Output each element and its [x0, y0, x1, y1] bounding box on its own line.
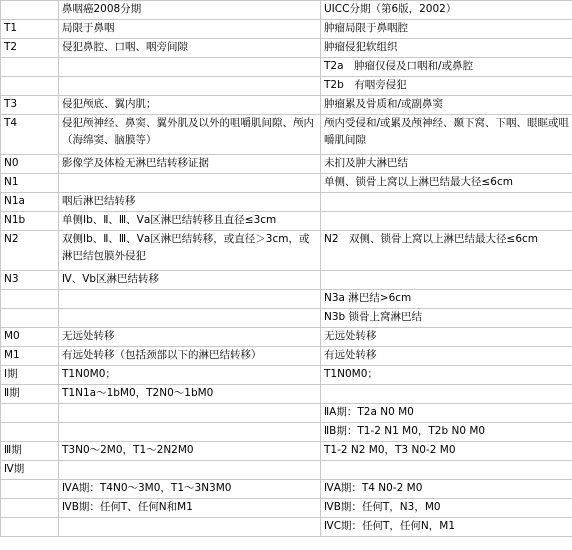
table-row	[1, 20, 572, 39]
table-row	[1, 347, 572, 366]
staging-2008-cell	[59, 309, 321, 328]
table-row	[1, 174, 572, 193]
uicc-cell: T1N0M0；	[321, 366, 572, 385]
table-row	[1, 423, 572, 442]
uicc-cell	[321, 271, 572, 290]
uicc-cell: T1-2 N2 M0，T3 N0-2 M0	[321, 442, 572, 461]
category-cell	[1, 518, 59, 537]
uicc-cell	[321, 193, 572, 212]
table-row	[1, 212, 572, 231]
table-row	[1, 499, 572, 518]
staging-2008-cell: 双侧Ⅰb、Ⅱ、Ⅲ、Ⅴa区淋巴结转移，或直径＞3cm，或淋巴结包膜外侵犯	[59, 231, 321, 271]
table-row	[1, 155, 572, 174]
uicc-cell: ⅣA期：T4 N0-2 M0	[321, 480, 572, 499]
header-cell-2008-staging: 鼻咽癌2008分期	[59, 1, 321, 20]
staging-2008-cell	[59, 404, 321, 423]
uicc-cell	[321, 461, 572, 480]
uicc-cell: 无远处转移	[321, 328, 572, 347]
category-cell: Ⅰ期	[1, 366, 59, 385]
uicc-cell: N2 双侧、锁骨上窝以上淋巴结最大径≤6cm	[321, 231, 572, 271]
category-cell	[1, 423, 59, 442]
table-row	[1, 77, 572, 96]
table-row	[1, 309, 572, 328]
table-row	[1, 385, 572, 404]
table-row	[1, 231, 572, 271]
category-cell: N0	[1, 155, 59, 174]
uicc-cell: N3b 锁骨上窝淋巴结	[321, 309, 572, 328]
category-cell: T1	[1, 20, 59, 39]
category-cell	[1, 58, 59, 77]
staging-2008-cell	[59, 461, 321, 480]
staging-2008-cell: 无远处转移	[59, 328, 321, 347]
uicc-cell: 肿瘤累及骨质和/或副鼻窦	[321, 96, 572, 115]
table-row	[1, 39, 572, 58]
table-row	[1, 404, 572, 423]
uicc-cell: ⅣC期：任何T，任何N，M1	[321, 518, 572, 537]
table-row	[1, 442, 572, 461]
uicc-cell: 肿瘤侵犯软组织	[321, 39, 572, 58]
table-row	[1, 58, 572, 77]
table-row	[1, 480, 572, 499]
category-cell: N1a	[1, 193, 59, 212]
category-cell: N3	[1, 271, 59, 290]
category-cell	[1, 309, 59, 328]
staging-2008-cell: Ⅳ、Ⅴb区淋巴结转移	[59, 271, 321, 290]
category-cell: T3	[1, 96, 59, 115]
category-cell	[1, 499, 59, 518]
header-row	[1, 1, 572, 20]
staging-2008-cell: 侵犯颅底、翼内肌；	[59, 96, 321, 115]
table-row	[1, 518, 572, 537]
uicc-cell: 颅内受侵和/或累及颅神经、颞下窝、下咽、眼眶或咀嚼肌间隙	[321, 115, 572, 155]
staging-2008-cell	[59, 290, 321, 309]
table-row	[1, 328, 572, 347]
table-row	[1, 461, 572, 480]
uicc-cell	[321, 385, 572, 404]
header-cell-uicc-staging: UICC分期（第6版，2002）	[321, 1, 572, 20]
category-cell	[1, 290, 59, 309]
staging-2008-cell	[59, 174, 321, 193]
table-row	[1, 271, 572, 290]
staging-2008-cell: ⅣA期：T4N0～3M0，T1～3N3M0	[59, 480, 321, 499]
category-cell: N1	[1, 174, 59, 193]
category-cell: N2	[1, 231, 59, 271]
table-row	[1, 115, 572, 155]
staging-2008-cell: 有远处转移（包括颈部以下的淋巴结转移）	[59, 347, 321, 366]
uicc-cell	[321, 212, 572, 231]
category-cell	[1, 404, 59, 423]
category-cell: Ⅳ期	[1, 461, 59, 480]
category-cell: N1b	[1, 212, 59, 231]
uicc-cell: ⅣB期：任何T，N3，M0	[321, 499, 572, 518]
staging-2008-cell: 局限于鼻咽	[59, 20, 321, 39]
staging-2008-cell	[59, 77, 321, 96]
table-row	[1, 366, 572, 385]
staging-2008-cell: T1N1a～1bM0，T2N0～1bM0	[59, 385, 321, 404]
staging-2008-cell: 咽后淋巴结转移	[59, 193, 321, 212]
staging-2008-cell: 侵犯鼻腔、口咽、咽旁间隙	[59, 39, 321, 58]
category-cell: Ⅱ期	[1, 385, 59, 404]
staging-2008-cell: ⅣB期：任何T、任何N和M1	[59, 499, 321, 518]
uicc-cell: 未扪及肿大淋巴结	[321, 155, 572, 174]
staging-2008-cell: 影像学及体检无淋巴结转移证据	[59, 155, 321, 174]
uicc-cell: T2b 有咽旁侵犯	[321, 77, 572, 96]
staging-2008-cell: T3N0～2M0，T1～2N2M0	[59, 442, 321, 461]
category-cell: Ⅲ期	[1, 442, 59, 461]
table-row	[1, 290, 572, 309]
category-cell	[1, 77, 59, 96]
uicc-cell: T2a 肿瘤仅侵及口咽和/或鼻腔	[321, 58, 572, 77]
uicc-cell: 有远处转移	[321, 347, 572, 366]
staging-2008-cell: T1N0M0；	[59, 366, 321, 385]
uicc-cell: ⅡB期：T1-2 N1 M0，T2b N0 M0	[321, 423, 572, 442]
staging-2008-cell	[59, 518, 321, 537]
category-cell	[1, 480, 59, 499]
category-cell: M0	[1, 328, 59, 347]
staging-2008-cell: 侵犯颅神经、鼻窦、翼外肌及以外的咀嚼肌间隙、颅内（海绵窦、脑膜等）	[59, 115, 321, 155]
header-cell-category	[1, 1, 59, 20]
uicc-cell: 肿瘤局限于鼻咽腔	[321, 20, 572, 39]
uicc-cell: ⅡA期：T2a N0 M0	[321, 404, 572, 423]
staging-2008-cell	[59, 58, 321, 77]
table-row	[1, 193, 572, 212]
category-cell: M1	[1, 347, 59, 366]
category-cell: T2	[1, 39, 59, 58]
uicc-cell: N3a 淋巴结>6cm	[321, 290, 572, 309]
uicc-cell: 单侧、锁骨上窝以上淋巴结最大径≤6cm	[321, 174, 572, 193]
staging-2008-cell: 单侧Ⅰb、Ⅱ、Ⅲ、Ⅴa区淋巴结转移且直径≤3cm	[59, 212, 321, 231]
table-row	[1, 96, 572, 115]
category-cell: T4	[1, 115, 59, 155]
staging-2008-cell	[59, 423, 321, 442]
